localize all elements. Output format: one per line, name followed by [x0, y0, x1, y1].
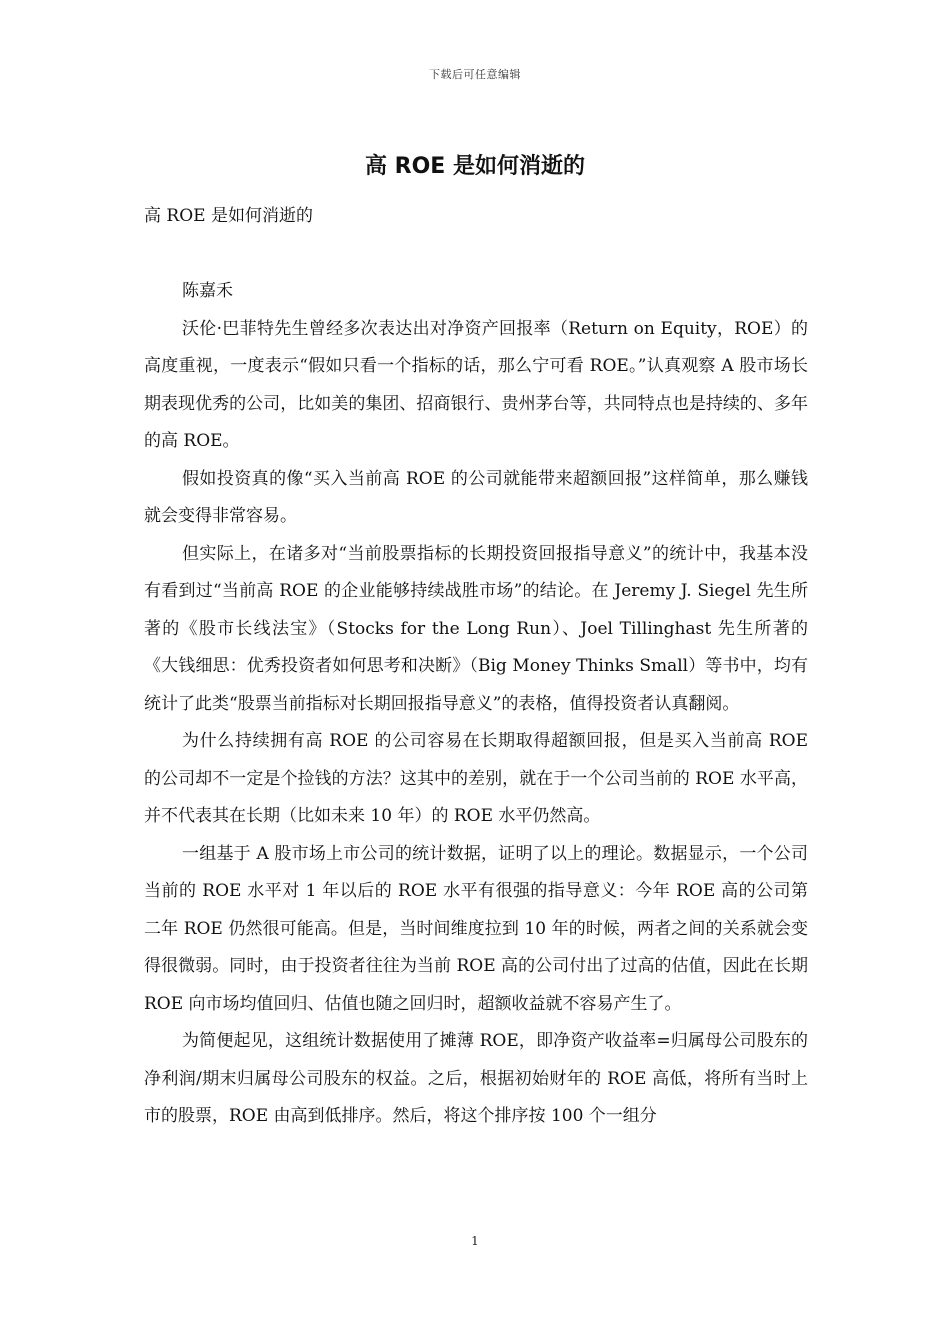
- page-header-note: 下载后可任意编辑: [429, 68, 521, 81]
- document-subtitle: 高 ROE 是如何消逝的: [144, 206, 313, 226]
- page-number: 1: [471, 1234, 479, 1248]
- paragraph-3: 但实际上，在诸多对“当前股票指标的长期投资回报指导意义”的统计中，我基本没有看到过“当前高 ROE 的企业能够持续战胜市场”的结论。在 Jeremy J. Siegel 先生所著的《股市长线法宝》（Stocks for the Long Run）、Joel Tillinghast 先生所著的《大钱细思：优秀投资者如何思考和决断》（Big Money Thinks Small）等书中，均有统计了此类“股票当前指标对长期回报指导意义”的表格，值得投资者认真翻阅。: [144, 543, 808, 714]
- paragraph-6: 为简便起见，这组统计数据使用了摊薄 ROE，即净资产收益率=归属母公司股东的净利润/期末归属母公司股东的权益。之后，根据初始财年的 ROE 高低，将所有当时上市的股票，ROE 由高到低排序。然后，将这个排序按 100 个一组分: [144, 1031, 808, 1126]
- paragraph-1: 沃伦·巴菲特先生曾经多次表达出对净资产回报率（Return on Equity，ROE）的高度重视，一度表示“假如只看一个指标的话，那么宁可看 ROE。”认真观察 A 股市场长期表现优秀的公司，比如美的集团、招商银行、贵州茅台等，共同特点也是持续的、多年的高 ROE。: [144, 318, 808, 451]
- document-body: [144, 198, 808, 1136]
- paragraph-5: 一组基于 A 股市场上市公司的统计数据，证明了以上的理论。数据显示，一个公司当前的 ROE 水平对 1 年以后的 ROE 水平有很强的指导意义：今年 ROE 高的公司第二年 ROE 仍然很可能高。但是，当时间维度拉到 10 年的时候，两者之间的关系就会变得很微弱。同时，由于投资者往往为当前 ROE 高的公司付出了过高的估值，因此在长期 ROE 向市场均值回归、估值也随之回归时，超额收益就不容易产生了。: [144, 843, 808, 1014]
- blank-line: [144, 236, 808, 274]
- document-title: 高 ROE 是如何消逝的: [365, 154, 585, 179]
- paragraph-2: 假如投资真的像“买入当前高 ROE 的公司就能带来超额回报”这样简单，那么赚钱就会变得非常容易。: [144, 468, 808, 526]
- paragraph-4: 为什么持续拥有高 ROE 的公司容易在长期取得超额回报，但是买入当前高 ROE 的公司却不一定是个捡钱的方法？这其中的差别，就在于一个公司当前的 ROE 水平高，并不代表其在长期（比如未来 10 年）的 ROE 水平仍然高。: [144, 731, 808, 826]
- author-name: 陈嘉禾: [182, 281, 233, 301]
